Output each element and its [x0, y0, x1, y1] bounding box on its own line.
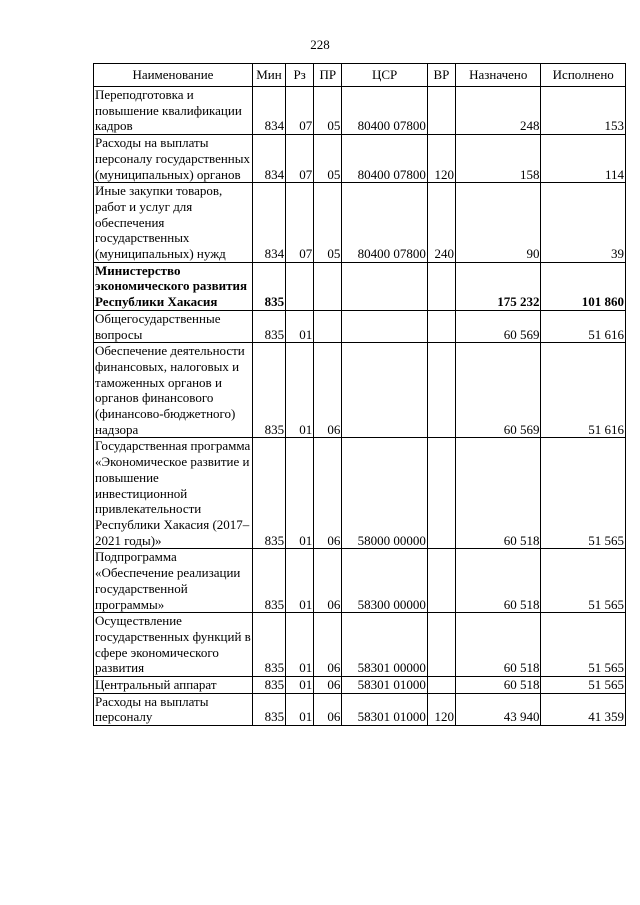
table-body [94, 87, 626, 726]
cell-assigned: 43 940 [456, 693, 541, 725]
cell-min: 835 [252, 693, 285, 725]
cell-rz: 07 [286, 183, 314, 263]
cell-name: Подпрограмма «Обеспечение реализации государственной программы» [94, 549, 253, 613]
cell-rz [286, 262, 314, 310]
cell-name: Общегосударственные вопросы [94, 310, 253, 342]
cell-assigned: 175 232 [456, 262, 541, 310]
table-row [94, 183, 626, 263]
header-rz: Рз [286, 64, 314, 87]
cell-min: 835 [252, 613, 285, 677]
budget-table [93, 63, 626, 726]
cell-csr [342, 343, 427, 438]
cell-csr: 58000 00000 [342, 438, 427, 549]
cell-executed: 41 359 [541, 693, 626, 725]
cell-rz: 01 [286, 693, 314, 725]
cell-pr: 06 [314, 549, 342, 613]
cell-csr [342, 262, 427, 310]
cell-vr [427, 87, 455, 135]
header-vr: ВР [427, 64, 455, 87]
cell-name: Иные закупки товаров, работ и услуг для обеспечения государственных (муниципальных) нужд [94, 183, 253, 263]
cell-name: Расходы на выплаты персоналу государственных (муниципальных) органов [94, 135, 253, 183]
cell-pr: 06 [314, 343, 342, 438]
header-min: Мин [252, 64, 285, 87]
header-pr: ПР [314, 64, 342, 87]
cell-vr [427, 677, 455, 694]
page-number: 228 [310, 37, 330, 52]
cell-assigned: 158 [456, 135, 541, 183]
cell-vr: 120 [427, 693, 455, 725]
cell-min: 835 [252, 262, 285, 310]
cell-min: 835 [252, 438, 285, 549]
cell-vr [427, 438, 455, 549]
header-assigned: Назначено [456, 64, 541, 87]
cell-csr: 80400 07800 [342, 135, 427, 183]
cell-min: 834 [252, 135, 285, 183]
table-header-row [94, 64, 626, 87]
cell-pr: 05 [314, 87, 342, 135]
cell-csr: 80400 07800 [342, 183, 427, 263]
cell-pr: 06 [314, 438, 342, 549]
cell-pr: 06 [314, 613, 342, 677]
cell-assigned: 248 [456, 87, 541, 135]
cell-assigned: 60 518 [456, 549, 541, 613]
cell-rz: 01 [286, 677, 314, 694]
cell-rz: 07 [286, 87, 314, 135]
cell-min: 834 [252, 183, 285, 263]
cell-assigned: 60 518 [456, 613, 541, 677]
table-row [94, 613, 626, 677]
cell-pr: 06 [314, 677, 342, 694]
cell-executed: 101 860 [541, 262, 626, 310]
cell-executed: 51 565 [541, 613, 626, 677]
cell-executed: 153 [541, 87, 626, 135]
cell-vr [427, 310, 455, 342]
cell-name: Министерство экономического развития Республики Хакасия [94, 262, 253, 310]
cell-assigned: 90 [456, 183, 541, 263]
cell-vr: 240 [427, 183, 455, 263]
cell-min: 834 [252, 87, 285, 135]
cell-executed: 51 565 [541, 677, 626, 694]
cell-csr [342, 310, 427, 342]
cell-min: 835 [252, 310, 285, 342]
cell-name: Осуществление государственных функций в сфере экономического развития [95, 613, 251, 676]
cell-name: Переподготовка и повышение квалификации кадров [94, 87, 253, 135]
cell-min: 835 [252, 677, 285, 694]
table-row [94, 693, 626, 725]
cell-name: Обеспечение деятельности финансовых, налоговых и таможенных органов и органов финансового (финансово-бюджетного) надзора [94, 343, 253, 438]
cell-pr [314, 262, 342, 310]
cell-pr: 05 [314, 135, 342, 183]
table-row [94, 262, 626, 310]
cell-executed: 39 [541, 183, 626, 263]
cell-pr: 06 [314, 693, 342, 725]
cell-csr: 58301 01000 [342, 677, 427, 694]
table-row [94, 310, 626, 342]
cell-assigned: 60 569 [456, 343, 541, 438]
cell-executed: 51 616 [541, 343, 626, 438]
cell-csr: 80400 07800 [342, 87, 427, 135]
cell-name: Расходы на выплаты персоналу [94, 693, 253, 725]
cell-vr: 120 [427, 135, 455, 183]
cell-csr: 58301 00000 [342, 613, 427, 677]
table-row [94, 438, 626, 549]
cell-vr [427, 549, 455, 613]
cell-min: 835 [252, 343, 285, 438]
cell-vr [427, 613, 455, 677]
cell-rz: 01 [286, 438, 314, 549]
cell-rz: 01 [286, 613, 314, 677]
cell-executed: 51 565 [541, 549, 626, 613]
table-row [94, 87, 626, 135]
header-name: Наименование [94, 64, 253, 87]
cell-vr [427, 262, 455, 310]
cell-min: 835 [252, 549, 285, 613]
cell-csr: 58300 00000 [342, 549, 427, 613]
cell-assigned: 60 569 [456, 310, 541, 342]
cell-rz: 07 [286, 135, 314, 183]
table-row [94, 343, 626, 438]
header-executed: Исполнено [541, 64, 626, 87]
table-row [94, 677, 626, 694]
cell-executed: 114 [541, 135, 626, 183]
cell-rz: 01 [286, 310, 314, 342]
cell-name: Центральный аппарат [94, 677, 253, 694]
table-row [94, 135, 626, 183]
cell-name: Государственная программа «Экономическое развитие и повышение инвестиционной привлекательности Республики Хакасия (2017–2021 годы)» [94, 438, 253, 549]
header-csr: ЦСР [342, 64, 427, 87]
cell-executed: 51 565 [541, 438, 626, 549]
cell-pr [314, 310, 342, 342]
cell-csr: 58301 01000 [342, 693, 427, 725]
cell-assigned: 60 518 [456, 677, 541, 694]
cell-rz: 01 [286, 343, 314, 438]
cell-executed: 51 616 [541, 310, 626, 342]
cell-assigned: 60 518 [456, 438, 541, 549]
cell-pr: 05 [314, 183, 342, 263]
cell-vr [427, 343, 455, 438]
cell-rz: 01 [286, 549, 314, 613]
table-row [94, 549, 626, 613]
